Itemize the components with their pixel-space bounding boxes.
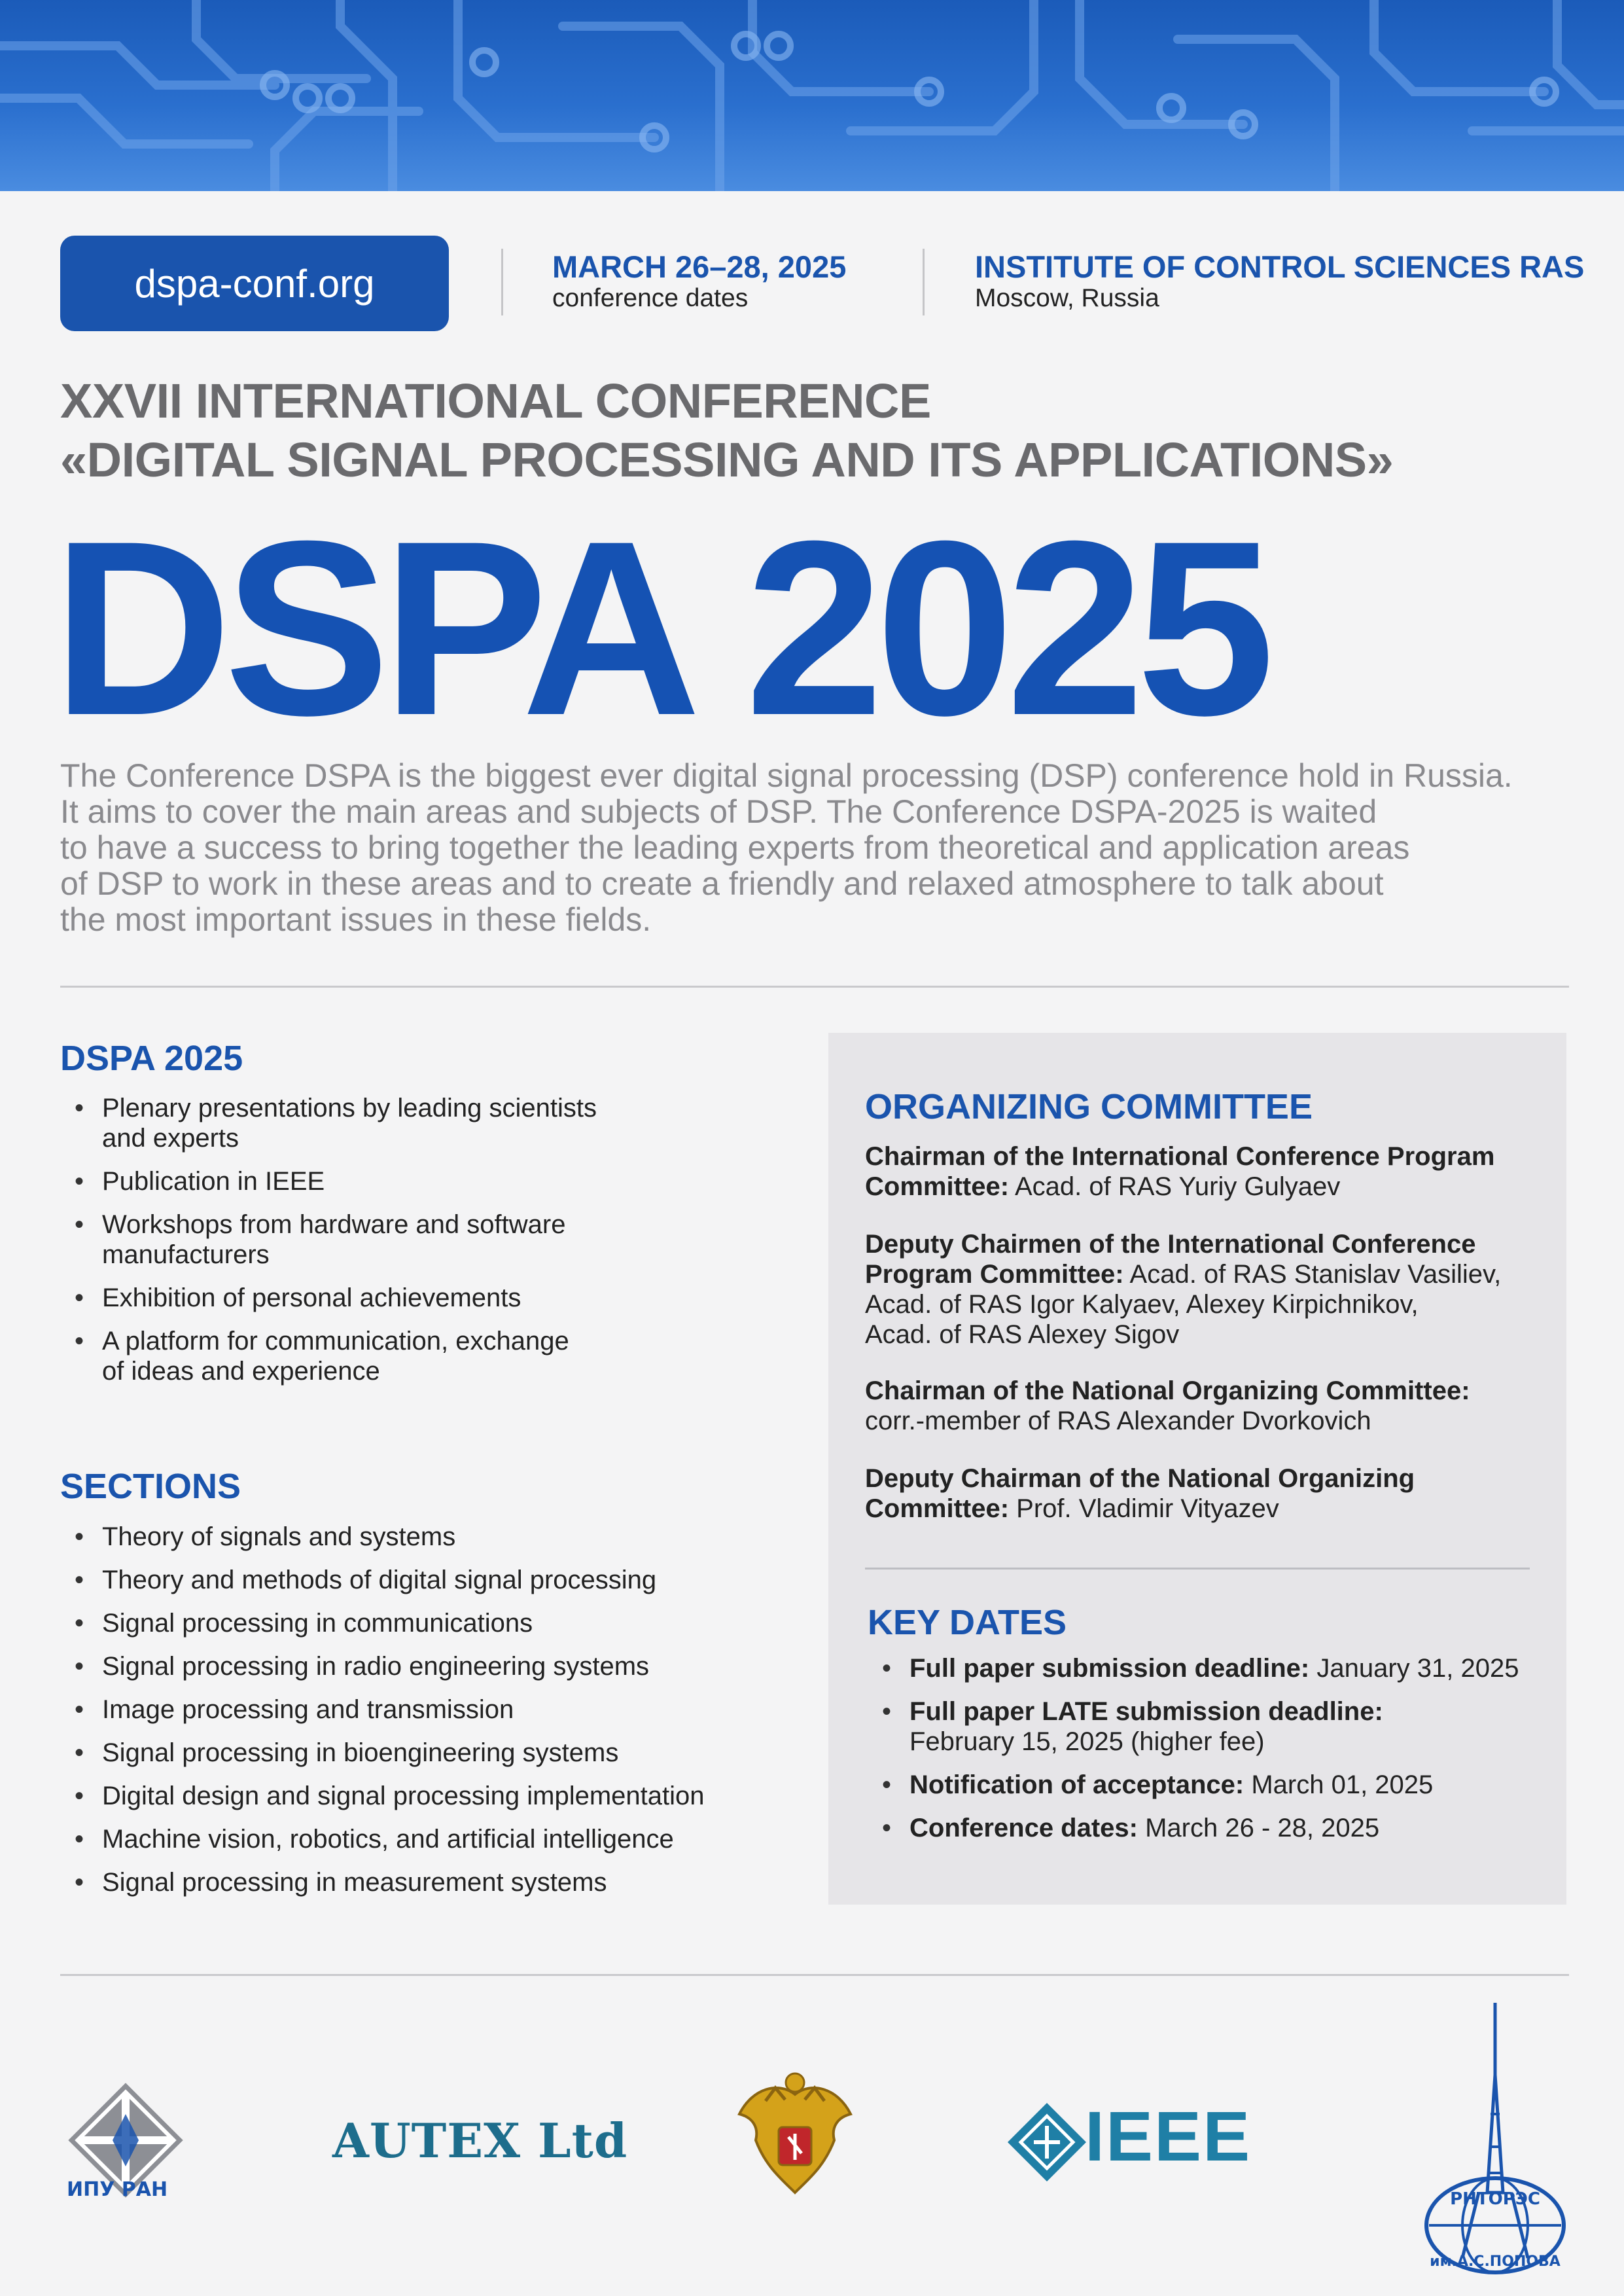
- list-item-text: • Plenary presentations by leading scientists: [102, 1094, 597, 1122]
- key-dates-title: KEY DATES: [868, 1603, 1067, 1642]
- list-item: • Image processing and transmission: [60, 1695, 705, 1725]
- venue-subtitle: Moscow, Russia: [975, 284, 1159, 312]
- list-item: • Machine vision, robotics, and artificial intelligence: [60, 1824, 705, 1854]
- list-item-text: • Publication in IEEE: [102, 1167, 325, 1196]
- key-date-label: Notification of acceptance:: [909, 1770, 1244, 1799]
- committee-name: Acad. of RAS Alexey Sigov: [865, 1320, 1180, 1349]
- divider: [60, 986, 1569, 988]
- key-date-item: [868, 1770, 1519, 1800]
- divider: [501, 249, 503, 315]
- committee-name: Acad. of RAS Igor Kalyaev, Alexey Kirpichnikov,: [865, 1290, 1419, 1319]
- key-dates-list: [868, 1653, 1519, 1843]
- committee-role: Deputy Chairmen of the International Conference: [865, 1230, 1476, 1259]
- list-item-text: • A platform for communication, exchange: [102, 1327, 569, 1355]
- key-date-label: Full paper submission deadline:: [909, 1654, 1310, 1683]
- ieee-logo-icon: [1004, 2100, 1089, 2185]
- committee-role: Program Committee:: [865, 1260, 1124, 1289]
- key-date-item: [868, 1653, 1519, 1683]
- committee-entry: [865, 1229, 1545, 1350]
- list-item: [60, 1093, 597, 1153]
- list-item-text: of ideas and experience: [102, 1357, 380, 1386]
- committee-role: Chairman of the National Organizing Committee:: [865, 1376, 1470, 1405]
- conference-title-line1: XXVII INTERNATIONAL CONFERENCE: [60, 374, 931, 428]
- divider: [60, 1974, 1569, 1976]
- conference-title-line2: «DIGITAL SIGNAL PROCESSING AND ITS APPLICATIONS»: [60, 433, 1394, 487]
- list-item: • Signal processing in communications: [60, 1608, 705, 1638]
- list-item: • Signal processing in bioengineering systems: [60, 1738, 705, 1768]
- coat-of-arms-icon: [726, 2068, 864, 2206]
- list-item-text: • Exhibition of personal achievements: [102, 1283, 521, 1312]
- committee-entry: [865, 1463, 1545, 1524]
- key-date-label: Full paper LATE submission deadline:: [909, 1697, 1383, 1726]
- dates-title: MARCH 26–28, 2025: [552, 249, 847, 284]
- key-date-item: [868, 1696, 1519, 1757]
- committee-role: Committee:: [865, 1172, 1010, 1201]
- features-list: [60, 1093, 597, 1386]
- list-item: • Signal processing in measurement systems: [60, 1867, 705, 1897]
- list-item: • Digital design and signal processing implementation: [60, 1781, 705, 1811]
- circuit-pattern: [0, 0, 1624, 191]
- features-title: DSPA 2025: [60, 1039, 243, 1078]
- divider: [865, 1568, 1530, 1570]
- sections-list: [60, 1522, 705, 1897]
- list-item-text: manufacturers: [102, 1240, 270, 1269]
- committee-name: Prof. Vladimir Vityazev: [1016, 1494, 1279, 1523]
- key-date-value: February 15, 2025 (higher fee): [909, 1727, 1265, 1756]
- list-item: [60, 1166, 597, 1196]
- key-date-value: March 26 - 28, 2025: [1145, 1814, 1380, 1842]
- committee-name: corr.-member of RAS Alexander Dvorkovich: [865, 1407, 1371, 1435]
- header-banner: [0, 0, 1624, 191]
- list-item: • Theory of signals and systems: [60, 1522, 705, 1552]
- intro-line: of DSP to work in these areas and to create a friendly and relaxed atmosphere to talk about: [60, 865, 1384, 902]
- committee-role: Committee:: [865, 1494, 1010, 1523]
- sections-title: SECTIONS: [60, 1467, 241, 1506]
- key-date-value: March 01, 2025: [1251, 1770, 1434, 1799]
- committee-role: Chairman of the International Conference Program: [865, 1142, 1495, 1171]
- dates-subtitle: conference dates: [552, 284, 749, 312]
- committee-role: Deputy Chairman of the National Organizing: [865, 1464, 1415, 1493]
- intro-line: the most important issues in these fields.: [60, 901, 652, 938]
- list-item: [60, 1210, 597, 1270]
- rntores-logo-text-top: РНТОРЭС: [1450, 2189, 1540, 2209]
- ipu-ran-logo: [60, 2075, 191, 2206]
- intro-line: It aims to cover the main areas and subjects of DSP. The Conference DSPA-2025 is waited: [60, 793, 1377, 830]
- list-item: [60, 1283, 597, 1313]
- list-item-text: • Workshops from hardware and software: [102, 1210, 566, 1239]
- intro-line: to have a success to bring together the leading experts from theoretical and application areas: [60, 829, 1410, 866]
- key-date-item: [868, 1813, 1519, 1843]
- intro-paragraph: [60, 758, 1578, 938]
- venue-title: INSTITUTE OF CONTROL SCIENCES RAS: [975, 249, 1585, 284]
- key-date-value: January 31, 2025: [1316, 1654, 1519, 1683]
- intro-line: The Conference DSPA is the biggest ever digital signal processing (DSP) conference hold in Russia.: [60, 757, 1513, 794]
- list-item: • Theory and methods of digital signal processing: [60, 1565, 705, 1595]
- list-item: • Signal processing in radio engineering systems: [60, 1651, 705, 1681]
- committee-title: ORGANIZING COMMITTEE: [865, 1087, 1313, 1126]
- divider: [923, 249, 925, 315]
- ipu-ran-logo-text: ИПУ РАН: [67, 2178, 168, 2201]
- rntores-logo: [1420, 1996, 1570, 2278]
- partner-logos: [0, 1996, 1624, 2278]
- list-item: [60, 1326, 597, 1386]
- key-date-label: Conference dates:: [909, 1814, 1138, 1842]
- ieee-logo: IEEE: [1085, 2096, 1252, 2176]
- committee-name: Acad. of RAS Yuriy Gulyaev: [1014, 1172, 1341, 1201]
- rntores-logo-text-bottom: им.А.С.ПОПОВА: [1430, 2253, 1561, 2270]
- committee-name: Acad. of RAS Stanislav Vasiliev,: [1129, 1260, 1502, 1289]
- list-item-text: and experts: [102, 1124, 239, 1153]
- committee-entry: [865, 1376, 1545, 1436]
- committee-entry: [865, 1141, 1545, 1202]
- autex-logo: AUTEX Ltd: [332, 2113, 628, 2168]
- website-button[interactable]: dspa-conf.org: [60, 236, 449, 331]
- page-title: DSPA 2025: [52, 489, 1267, 767]
